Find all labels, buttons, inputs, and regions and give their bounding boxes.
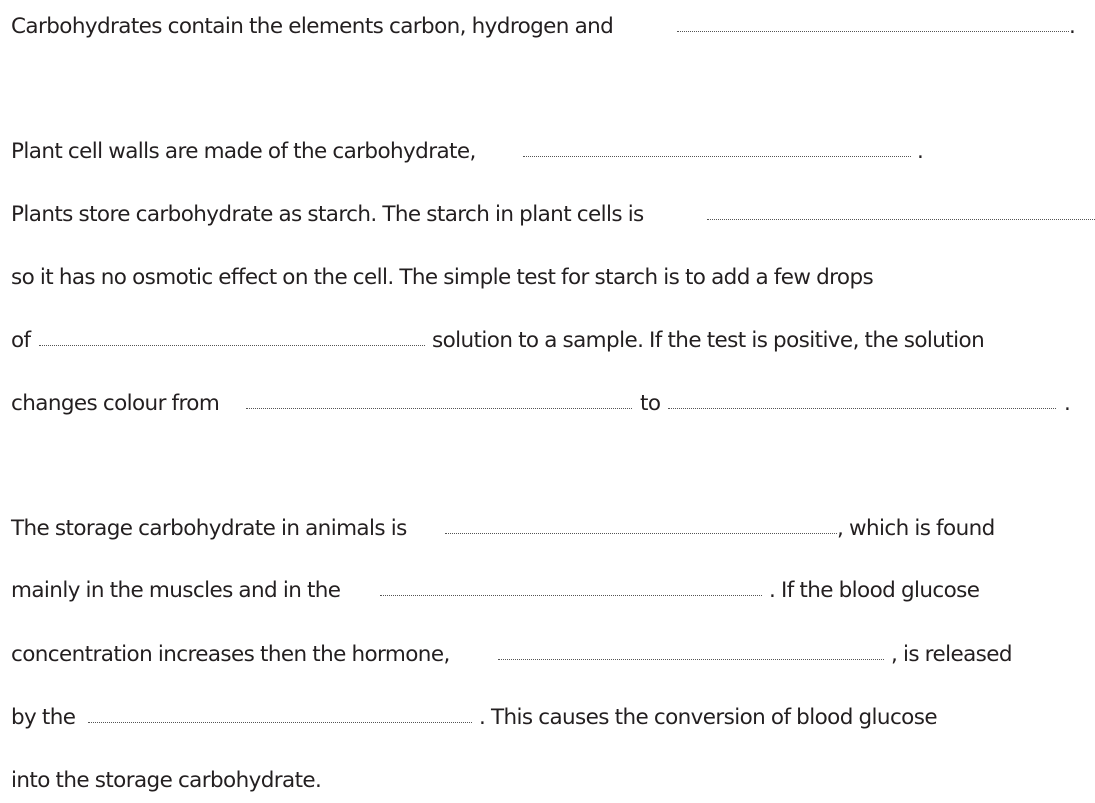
text-segment: , which is found <box>837 516 995 541</box>
text-segment: . This causes the conversion of blood glucose <box>479 705 937 730</box>
answer-blank-hormone[interactable] <box>498 659 884 660</box>
sentence-line-8 <box>11 576 1091 606</box>
text-segment: Plants store carbohydrate as starch. The starch in plant cells is <box>11 202 644 227</box>
text-segment: . <box>917 139 924 164</box>
text-segment: Carbohydrates contain the elements carbon, hydrogen and <box>11 14 614 39</box>
text-segment: Plant cell walls are made of the carbohydrate, <box>11 139 476 164</box>
answer-blank-test-reagent[interactable] <box>39 345 425 346</box>
sentence-line-9 <box>11 640 1091 670</box>
answer-blank-cell-wall-carbohydrate[interactable] <box>523 156 911 157</box>
sentence-line-6 <box>11 389 1091 419</box>
text-segment: . If the blood glucose <box>769 578 980 603</box>
sentence-line-2 <box>11 137 1091 167</box>
sentence-line-3 <box>11 200 1095 230</box>
text-segment: by the <box>11 705 76 730</box>
answer-blank-starch-property[interactable] <box>707 219 1095 220</box>
sentence-line-7 <box>11 514 1091 544</box>
answer-blank-colour-to[interactable] <box>668 408 1056 409</box>
text-segment: concentration increases then the hormone, <box>11 642 450 667</box>
text-segment: of <box>11 328 31 353</box>
text-segment: , is released <box>891 642 1012 667</box>
text-segment: . <box>1064 391 1071 416</box>
sentence-line-10 <box>11 703 1091 733</box>
text-segment: to <box>640 391 661 416</box>
answer-blank-animal-storage-carbohydrate[interactable] <box>445 533 837 534</box>
sentence-line-11 <box>11 766 1091 796</box>
text-segment: so it has no osmotic effect on the cell. The simple test for starch is to add a few drops <box>11 265 874 290</box>
sentence-line-4 <box>11 263 1091 293</box>
sentence-line-5 <box>11 326 1091 356</box>
answer-blank-secreting-organ[interactable] <box>88 722 472 723</box>
answer-blank-storage-organ[interactable] <box>380 595 762 596</box>
text-segment: . <box>1069 14 1076 39</box>
text-segment: mainly in the muscles and in the <box>11 578 341 603</box>
text-segment: solution to a sample. If the test is positive, the solution <box>432 328 985 353</box>
sentence-line-1 <box>11 12 1091 42</box>
answer-blank-element[interactable] <box>677 31 1069 32</box>
answer-blank-colour-from[interactable] <box>246 408 632 409</box>
text-segment: into the storage carbohydrate. <box>11 768 322 793</box>
text-segment: changes colour from <box>11 391 220 416</box>
text-segment: The storage carbohydrate in animals is <box>11 516 407 541</box>
